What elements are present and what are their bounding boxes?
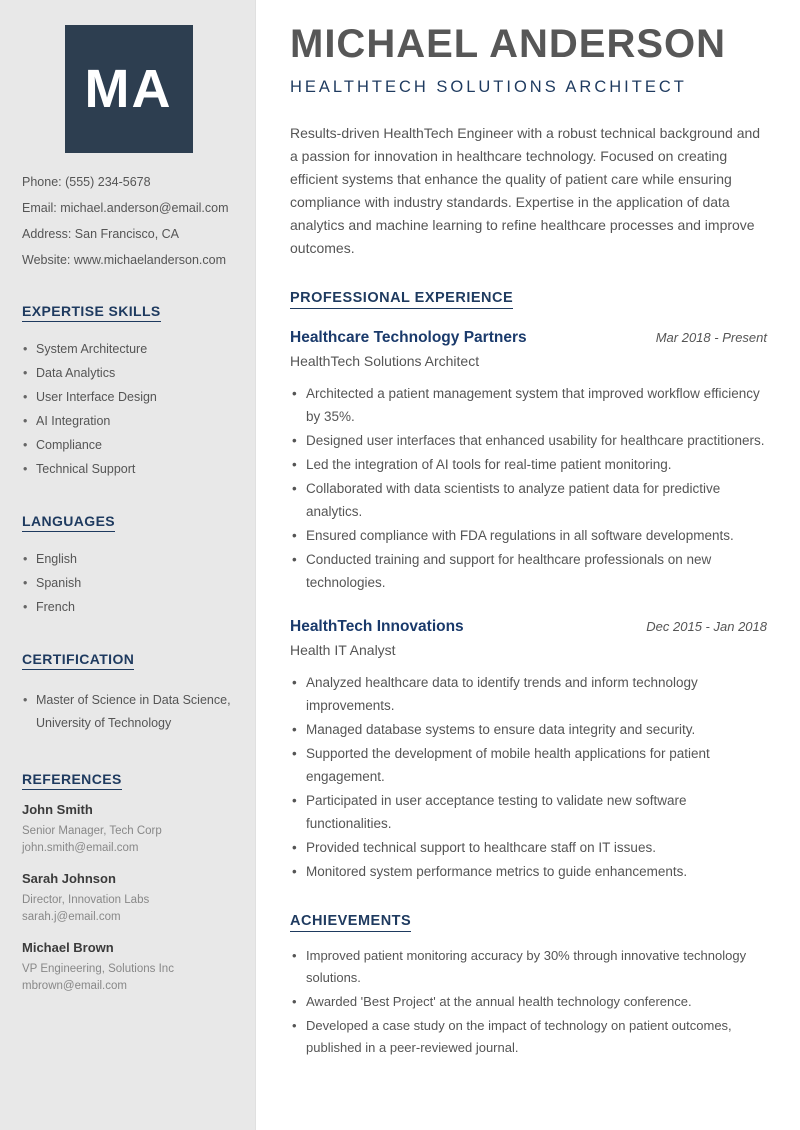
reference-name: Michael Brown bbox=[22, 940, 114, 955]
reference-role: Director, Innovation Labs bbox=[22, 894, 150, 906]
job-role: Health IT Analyst bbox=[290, 642, 396, 658]
certification-list bbox=[22, 689, 235, 735]
contact-section bbox=[22, 175, 235, 267]
monogram-initials: MA bbox=[84, 59, 173, 119]
list-item: • Collaborated with data scientists to analyze patient data for predictive analytics. bbox=[290, 477, 767, 523]
reference-role: Senior Manager, Tech Corp bbox=[22, 825, 162, 837]
references-heading-label: REFERENCES bbox=[22, 771, 122, 790]
job-dates: Mar 2018 - Present bbox=[655, 330, 767, 345]
job-role: HealthTech Solutions Architect bbox=[290, 353, 480, 369]
certification-section bbox=[22, 651, 235, 735]
list-item: • French bbox=[22, 599, 235, 615]
reference-email: john.smith@email.com bbox=[22, 842, 139, 854]
list-item: • Analyzed healthcare data to identify trends and inform technology improvements. bbox=[290, 671, 767, 717]
list-item: • Ensured compliance with FDA regulations in all software developments. bbox=[290, 524, 767, 547]
job-entry bbox=[290, 329, 767, 594]
languages-list bbox=[22, 551, 235, 615]
list-item: • English bbox=[22, 551, 235, 567]
experience-heading-label: PROFESSIONAL EXPERIENCE bbox=[290, 290, 513, 309]
achievements-list bbox=[290, 945, 767, 1059]
reference-entry bbox=[22, 871, 235, 926]
list-item: • AI Integration bbox=[22, 413, 235, 429]
reference-entry bbox=[22, 940, 235, 995]
list-item: • Improved patient monitoring accuracy by 30% through innovative technology solutions. bbox=[290, 945, 767, 989]
list-item: • Compliance bbox=[22, 437, 235, 453]
list-item: • Conducted training and support for healthcare professionals on new technologies. bbox=[290, 548, 767, 594]
skills-section bbox=[22, 303, 235, 477]
job-header bbox=[290, 618, 767, 636]
reference-name: John Smith bbox=[22, 802, 93, 817]
list-item: • Developed a case study on the impact of technology on patient outcomes, published in a peer-reviewed journal. bbox=[290, 1015, 767, 1059]
profile-summary: Results-driven HealthTech Engineer with a robust technical background and a passion for innovation in healthcare technology. Focused on creating efficient systems that enhance the quality of patient care while ensuring compliance with industry standards. Expertise in the application of data analytics and machine learning to refine healthcare processes and improve outcomes. bbox=[290, 125, 761, 256]
list-item: • Master of Science in Data Science, University of Technology bbox=[22, 689, 235, 735]
candidate-title: HEALTHTECH SOLUTIONS ARCHITECT bbox=[290, 78, 687, 96]
reference-entry bbox=[22, 802, 235, 857]
contact-phone: Phone: (555) 234-5678 bbox=[22, 175, 151, 189]
list-item: • Data Analytics bbox=[22, 365, 235, 381]
list-item: • Technical Support bbox=[22, 461, 235, 477]
skills-heading bbox=[22, 303, 235, 322]
list-item: • Supported the development of mobile health applications for patient engagement. bbox=[290, 742, 767, 788]
achievements-heading-label: ACHIEVEMENTS bbox=[290, 913, 411, 932]
languages-section bbox=[22, 513, 235, 615]
list-item: • Awarded 'Best Project' at the annual health technology conference. bbox=[290, 991, 767, 1013]
list-item: • User Interface Design bbox=[22, 389, 235, 405]
job-dates: Dec 2015 - Jan 2018 bbox=[646, 619, 767, 634]
list-item: • Spanish bbox=[22, 575, 235, 591]
job-bullet-list bbox=[290, 671, 767, 883]
reference-name: Sarah Johnson bbox=[22, 871, 116, 886]
contact-website: Website: www.michaelanderson.com bbox=[22, 253, 227, 267]
contact-address: Address: San Francisco, CA bbox=[22, 227, 180, 241]
languages-heading-label: LANGUAGES bbox=[22, 513, 115, 532]
list-item: • Monitored system performance metrics to guide enhancements. bbox=[290, 860, 767, 883]
list-item: • Designed user interfaces that enhanced usability for healthcare practitioners. bbox=[290, 429, 767, 452]
job-header bbox=[290, 329, 767, 347]
main-content bbox=[257, 0, 800, 1130]
list-item: • Provided technical support to healthcare staff on IT issues. bbox=[290, 836, 767, 859]
achievements-heading bbox=[290, 913, 767, 932]
reference-email: sarah.j@email.com bbox=[22, 911, 121, 923]
job-bullet-list bbox=[290, 382, 767, 594]
reference-email: mbrown@email.com bbox=[22, 980, 127, 992]
company-name: Healthcare Technology Partners bbox=[290, 329, 527, 346]
certification-heading-label: CERTIFICATION bbox=[22, 651, 134, 670]
contact-email: Email: michael.anderson@email.com bbox=[22, 201, 229, 215]
candidate-name: MICHAEL ANDERSON bbox=[290, 22, 727, 66]
skills-heading-label: EXPERTISE SKILLS bbox=[22, 303, 161, 322]
experience-heading bbox=[290, 290, 767, 309]
list-item: • Managed database systems to ensure data integrity and security. bbox=[290, 718, 767, 741]
skills-list bbox=[22, 341, 235, 477]
list-item: • Architected a patient management system that improved workflow efficiency by 35%. bbox=[290, 382, 767, 428]
job-entry bbox=[290, 618, 767, 883]
list-item: • Led the integration of AI tools for real-time patient monitoring. bbox=[290, 453, 767, 476]
references-section bbox=[22, 771, 235, 995]
list-item: • Participated in user acceptance testing to validate new software functionalities. bbox=[290, 789, 767, 835]
certification-heading bbox=[22, 651, 235, 670]
references-heading bbox=[22, 771, 235, 790]
list-item: • System Architecture bbox=[22, 341, 235, 357]
company-name: HealthTech Innovations bbox=[290, 618, 464, 635]
references-list bbox=[22, 802, 235, 995]
languages-heading bbox=[22, 513, 235, 532]
reference-role: VP Engineering, Solutions Inc bbox=[22, 963, 174, 975]
monogram-avatar bbox=[65, 25, 193, 153]
sidebar bbox=[0, 0, 256, 1130]
